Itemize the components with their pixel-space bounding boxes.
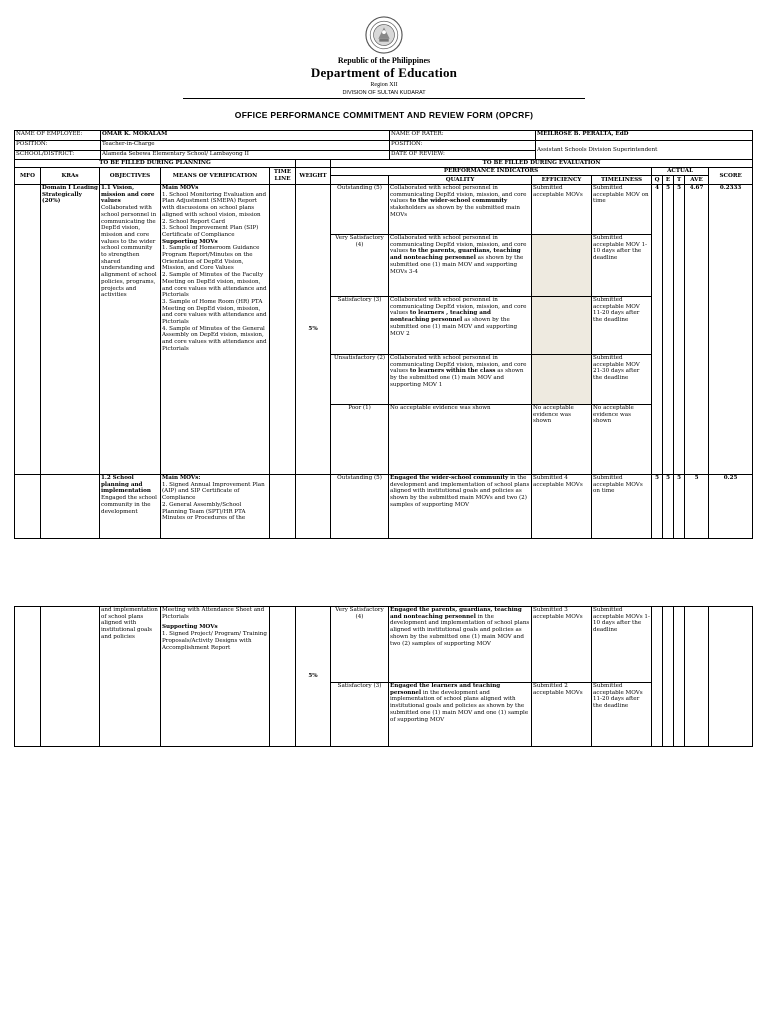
kra2-cont-t [674,607,685,747]
kra2-weight: 5% [296,607,331,747]
kra1-mov-support-items: 1. Sample of Homeroom Guidance Program Report/Minutes on the Orientation of DepEd Vision, Mission, and Core Values 2. Sample of Minutes of the Faculty Meeting on DepEd vision, mission, and core values with attendance and Pictorials 3. Sample of Home Room (HR) PTA Meeting on DepEd vision, mission, and core values with attendance and Pictorials 4. Sample of Minutes of the General Assembly on DepEd vision, mission, and core values with attendance and Pictorials [162,245,267,352]
kra2-cont-mfo [15,607,41,747]
quality-bold: Engaged the [390,475,432,481]
kra2-mov [161,475,270,539]
rater-position-value: Assistant Schools Division Superintendent [536,141,753,160]
employee-label: NAME OF EMPLOYEE: [15,131,101,141]
kra1-objective-text: Collaborated with school personnel in communicating the DepEd vision, mission and core values to the wider school community to strengthen shared understanding and alignment of school policies, programs, projects and activities [101,205,157,299]
kra2-cont-ave [685,607,709,747]
quality-bold: to the wider-school community [409,198,508,205]
kra2-cont-e [663,607,674,747]
kra2-cont-objective: and implementation of school plans aligned with institutional goals and policies [100,607,161,747]
kra1-mov-main-label: Main MOVs [162,185,199,191]
kra1-timeliness-0: Submitted acceptable MOV on time [592,185,652,235]
kra1-timeliness-1: Submitted acceptable MOV 1-10 days after the deadline [592,235,652,297]
kra1-rating-level: Very Satisfactory (4) [331,235,389,297]
kra1-quality-2 [389,297,532,355]
col-weight: WEIGHT [296,168,331,185]
quality-bold: learners and teaching personnel [390,683,501,696]
kra1-objective-title: 1.1 Vision, mission and core values [101,185,155,205]
kra1-quality-1 [389,235,532,297]
kra1-weight: 5% [296,185,331,475]
kra2-objective-title: 1.2 School planning and implementation [101,475,151,495]
col-mfo: MFO [15,168,41,185]
kra2-timeliness-1: Submitted acceptable MOVs 1-10 days after the deadline [592,607,652,683]
school-label: SCHOOL/DISTRICT: [15,151,101,160]
quality-text: as shown by the submitted one (1) main MOV and supporting MOV 1 [390,368,524,388]
quality-text: in the development and implementation of school plans aligned with institutional goals and policies as shown by the submitted one (1) main MOV and one (1) sample of supporting MOV [390,689,529,723]
rater-position-label: POSITION: [390,141,536,151]
kra2-cont-kra [41,607,100,747]
kra1-actual-ave: 4.67 [685,185,709,475]
page-break [0,540,768,606]
kra2-cont-score [709,607,753,747]
employee-name: OMAR K. MOKALAM [101,131,390,141]
kra1-timeliness-4: No acceptable evidence was shown [592,405,652,475]
kra1-actual-q: 4 [652,185,663,475]
kra2-actual-t: 5 [674,475,685,539]
col-ave: AVE [685,176,709,185]
kra2-rating-level: Satisfactory (3) [331,683,389,747]
kra2-cont-q [652,607,663,747]
quality-bold: parents, guardians, teaching and nonteaching personnel [390,607,522,620]
kra1-rating-level: Satisfactory (3) [331,297,389,355]
kra2-timeliness-0: Submitted acceptable MOVs on time [592,475,652,539]
kra2-quality-0 [389,475,532,539]
quality-bold: Engaged the [390,683,432,689]
kra2-efficiency-2: Submitted 2 acceptable MOVs [532,683,592,747]
col-score: SCORE [709,168,753,185]
kra2-mov-main-items-cont: Meeting with Attendance Sheet and Pictorials [162,607,265,620]
rating-label-spacer [331,176,389,185]
kra1-rating-level: Poor (1) [331,405,389,475]
quality-text: Collaborated with school personnel in communicating DepEd vision, mission, and core values [390,235,527,255]
kra1-efficiency-4: No acceptable evidence was shown [532,405,592,475]
col-objectives: OBJECTIVES [100,168,161,185]
division-line: DIVISION OF SULTAN KUDARAT [342,90,426,96]
kra2-cont-timeline [270,607,296,747]
quality-text: Collaborated with school personnel in communicating DepEd vision, mission, and core values [390,185,527,205]
quality-bold: to learners , teaching and nonteaching personnel [390,310,491,324]
kra1-quality-3 [389,355,532,405]
kra2-rating-level: Very Satisfactory (4) [331,607,389,683]
employee-info-table [14,130,753,160]
quality-text: as shown by the submitted one (1) main MOV and supporting MOVs 3-4 [390,255,524,275]
kra1-actual-e: 5 [663,185,674,475]
form-title: OFFICE PERFORMANCE COMMITMENT AND REVIEW FORM (OPCRF) [234,110,534,120]
republic-line: Republic of the Philippines [337,56,431,65]
kra2-efficiency-0: Submitted 4 acceptable MOVs [532,475,592,539]
kra1-efficiency-3 [532,355,592,405]
quality-bold: Engaged the [390,607,432,613]
col-performance-indicators: PERFORMANCE INDICATORS [331,168,652,176]
kra1-actual-t: 5 [674,185,685,475]
kra2-actual-q: 5 [652,475,663,539]
kra1-timeliness-2: Submitted acceptable MOV 11-20 days after the deadline [592,297,652,355]
col-actual: ACTUAL [652,168,709,176]
quality-text: stakeholders as shown by the submitted main MOVs [390,205,520,218]
kra1-rating-level: Unsatisfactory (2) [331,355,389,405]
review-date-label: DATE OF REVIEW: [390,151,536,160]
col-timeliness: TIMELINESS [592,176,652,185]
opcrf-main-table [14,159,753,539]
kra2-mov-support-label: Supporting MOVs [162,624,218,631]
planning-gap-cell [296,160,331,168]
quality-text: in the development and implementation of school plans aligned with institutional goals and policies as shown by the submitted main MOVs and two (2) samples of supporting MOV [390,475,530,508]
header-divider [183,98,585,99]
kra2-kra-cell [41,475,100,539]
position-label: POSITION: [15,141,101,151]
kra2-score: 0.25 [709,475,753,539]
quality-text: in the development and implementation of school plans aligned with institutional goals and policies as shown by the submitted one (1) main MOV and two (2) samples of supporting MOV [390,613,530,647]
kra1-score: 0.2333 [709,185,753,475]
kra1-kra: Domain I Leading Strategically (20%) [41,185,100,475]
kra2-timeliness-2: Submitted acceptable MOVs 11-20 days after the deadline [592,683,652,747]
kra1-mov-support-label: Supporting MOVs [162,238,218,245]
position-value: Teacher-in-Charge [101,141,390,151]
col-q: Q [652,176,663,185]
col-efficiency: EFFICIENCY [532,176,592,185]
kra1-efficiency-1 [532,235,592,297]
kra1-quality-0 [389,185,532,235]
quality-text: No acceptable evidence was shown [390,405,491,411]
opcrf-continuation-table [14,606,753,747]
kra1-timeline [270,185,296,475]
rater-name: MEILROSE B. PERALTA, EdD [536,131,753,141]
kra2-objective-text: Engaged the school community in the development [101,495,157,515]
planning-header: TO BE FILLED DURING PLANNING [15,160,296,168]
kra1-rating-level: Outstanding (5) [331,185,389,235]
kra2-mov-support-items: 1. Signed Project/ Program/ Training Proposals/Activity Designs with Accomplishment Report [162,631,267,651]
col-t: T [674,176,685,185]
kra2-weight-top [296,475,331,539]
kra2-quality-1 [389,607,532,683]
quality-bold: wider-school community [431,475,509,481]
col-mov: MEANS OF VERIFICATION [161,168,270,185]
deped-seal-logo [365,16,403,54]
rater-label: NAME OF RATER: [390,131,536,141]
kra2-cont-mov [161,607,270,747]
kra2-mfo-cell [15,475,41,539]
quality-text: Collaborated with school personnel in communicating DepEd vision, mission, and core values [390,355,527,375]
quality-text: as shown by the submitted one (1) main MOV and supporting MOV 2 [390,317,518,337]
col-e: E [663,176,674,185]
kra2-rating-level: Outstanding (5) [331,475,389,539]
quality-bold: to learners within the class [409,368,496,375]
kra1-mfo-cell [15,185,41,475]
kra2-quality-2 [389,683,532,747]
kra2-objective [100,475,161,539]
evaluation-header: TO BE FILLED DURING EVALUATION [331,160,753,168]
col-quality: QUALITY [389,176,532,185]
col-kras: KRAs [41,168,100,185]
kra2-timeline [270,475,296,539]
quality-bold: to the parents, guardians, teaching and nonteaching personnel [390,248,521,262]
kra1-mov [161,185,270,475]
kra1-timeliness-3: Submitted acceptable MOV 21-30 days after the deadline [592,355,652,405]
kra1-efficiency-0: Submitted acceptable MOVs [532,185,592,235]
col-timeline: TIME LINE [270,168,296,185]
department-name: Department of Education [310,65,458,80]
kra1-quality-4 [389,405,532,475]
kra2-actual-e: 5 [663,475,674,539]
region-line: Region XII [370,82,398,88]
quality-text: Collaborated with school personnel in communicating DepEd vision, mission, and core values [390,297,527,317]
kra1-mov-main-items: 1. School Monitoring Evaluation and Plan Adjustment (SMEPA) Report with discussions on school plans aligned with school vision, mission 2. School Report Card 3. School Improvement Plan (SIP) Certificate of Compliance [162,191,267,238]
kra2-mov-main-items: 1. Signed Annual Improvement Plan (AIP) and SIP Certificate of Compliance 2. General Assembly/School Planning Team (SPT)/HR PTA Minutes or Procedures of the [162,481,265,522]
kra2-actual-ave: 5 [685,475,709,539]
kra2-mov-main-label: Main MOVs: [162,475,201,481]
kra1-efficiency-2 [532,297,592,355]
school-value: Alameda Sebewa Elementary School/ Lambayong II [101,151,390,160]
kra1-objective [100,185,161,475]
kra2-efficiency-1: Submitted 3 acceptable MOVs [532,607,592,683]
